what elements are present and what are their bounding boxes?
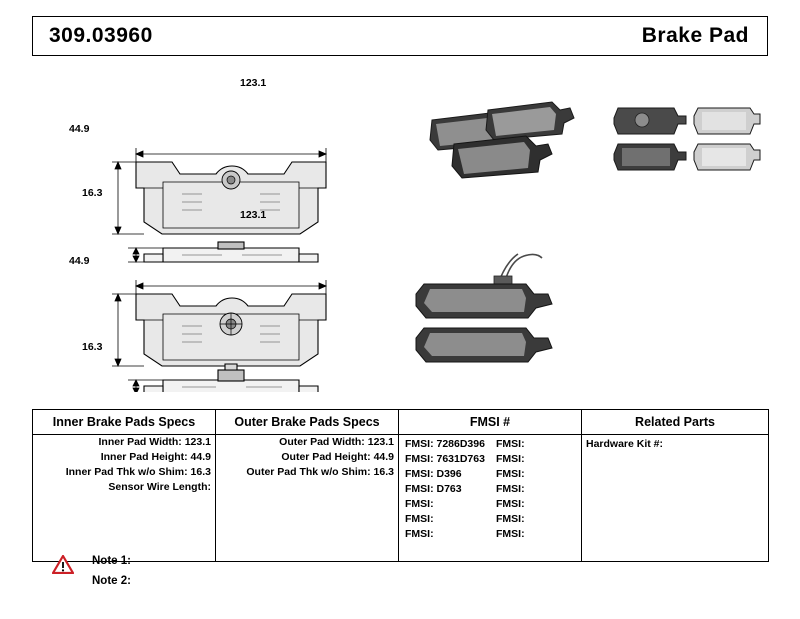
photo-pads-angled bbox=[430, 102, 574, 178]
fmsi-column-right bbox=[490, 437, 581, 542]
cell-outer-specs bbox=[216, 435, 399, 562]
fmsi-line: FMSI: bbox=[405, 513, 434, 525]
inner-spec-line: Sensor Wire Length: bbox=[108, 481, 211, 493]
outer-spec-line: Outer Pad Width: 123.1 bbox=[279, 436, 394, 448]
fmsi-line: FMSI: bbox=[496, 438, 525, 450]
header-inner-specs: Inner Brake Pads Specs bbox=[33, 410, 216, 435]
fmsi-line: FMSI: bbox=[496, 498, 525, 510]
fmsi-line: FMSI: 7286D396 bbox=[405, 438, 485, 450]
fmsi-line: FMSI: bbox=[496, 468, 525, 480]
dimension-outer-width bbox=[136, 280, 326, 294]
fmsi-line: FMSI: bbox=[405, 498, 434, 510]
notes-section bbox=[52, 551, 352, 591]
dimension-label-outer-width: 123.1 bbox=[240, 209, 267, 221]
warning-triangle-icon bbox=[52, 555, 74, 574]
fmsi-line: FMSI: bbox=[496, 528, 525, 540]
inner-spec-line: Inner Pad Thk w/o Shim: 16.3 bbox=[65, 466, 211, 478]
spec-table bbox=[32, 409, 769, 562]
note-1-label: Note 1: bbox=[92, 555, 131, 567]
inner-spec-line: Inner Pad Width: 123.1 bbox=[98, 436, 211, 448]
outer-spec-line: Outer Pad Height: 44.9 bbox=[281, 451, 394, 463]
note-row-1 bbox=[52, 551, 352, 571]
outer-spec-line: Outer Pad Thk w/o Shim: 16.3 bbox=[246, 466, 394, 478]
related-part-line: Hardware Kit #: bbox=[586, 438, 664, 450]
header-outer-specs: Outer Brake Pads Specs bbox=[216, 410, 399, 435]
inner-pad-center-detail bbox=[222, 171, 240, 189]
dimension-label-inner-height: 44.9 bbox=[69, 123, 90, 135]
header-fmsi: FMSI # bbox=[399, 410, 582, 435]
fmsi-line: FMSI: bbox=[405, 528, 434, 540]
dimension-label-inner-thickness: 16.3 bbox=[82, 187, 103, 199]
fmsi-line: FMSI: D396 bbox=[405, 468, 462, 480]
table-header-row bbox=[33, 410, 769, 435]
dimension-label-outer-thickness: 16.3 bbox=[82, 341, 103, 353]
drawing-area bbox=[32, 62, 768, 392]
fmsi-line: FMSI: D763 bbox=[405, 483, 462, 495]
fmsi-line: FMSI: bbox=[496, 513, 525, 525]
fmsi-column-left bbox=[399, 437, 490, 542]
outer-pad-center-detail bbox=[220, 313, 242, 335]
header-related-parts: Related Parts bbox=[582, 410, 769, 435]
dimension-inner-width bbox=[136, 148, 326, 162]
photo-pads-with-sensor bbox=[416, 254, 552, 362]
cell-fmsi bbox=[399, 435, 582, 562]
inner-spec-line: Inner Pad Height: 44.9 bbox=[100, 451, 211, 463]
part-type: Brake Pad bbox=[641, 24, 749, 47]
note-row-2 bbox=[52, 571, 352, 591]
inner-pad-edge-drawing bbox=[144, 242, 318, 262]
outer-pad-edge-drawing bbox=[144, 364, 318, 392]
part-number: 309.03960 bbox=[49, 24, 153, 47]
fmsi-line: FMSI: bbox=[496, 483, 525, 495]
note-2-label: Note 2: bbox=[92, 575, 131, 587]
cell-inner-specs bbox=[33, 435, 216, 562]
photo-pads-flat-set bbox=[614, 108, 760, 170]
fmsi-line: FMSI: 7631D763 bbox=[405, 453, 485, 465]
dimension-label-inner-width: 123.1 bbox=[240, 77, 267, 89]
fmsi-line: FMSI: bbox=[496, 453, 525, 465]
dimension-label-outer-height: 44.9 bbox=[69, 255, 90, 267]
table-body-row bbox=[33, 435, 769, 562]
header-bar bbox=[32, 16, 768, 56]
cell-related-parts bbox=[582, 435, 769, 562]
product-photo-group bbox=[402, 62, 768, 392]
